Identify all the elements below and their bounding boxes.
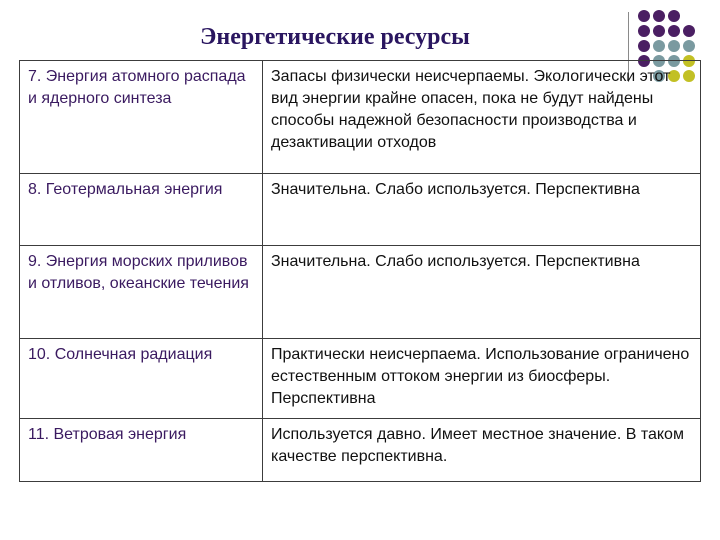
decorative-dot (638, 40, 650, 52)
resource-description-cell: Практически неисчерпаема. Использование ограничено естественным оттоком энергии из биосферы. Перспективна (263, 339, 701, 419)
resource-name-cell: 7. Энергия атомного распада и ядерного синтеза (20, 61, 263, 174)
decorative-dot (683, 40, 695, 52)
resource-name-cell: 10. Солнечная радиация (20, 339, 263, 419)
energy-resources-table (19, 60, 701, 482)
resource-description-cell: Используется давно. Имеет местное значение. В таком качестве перспективна. (263, 419, 701, 482)
table-row (20, 419, 701, 482)
resource-name-cell: 9. Энергия морских приливов и отливов, океанские течения (20, 246, 263, 339)
decorative-dot (668, 40, 680, 52)
decorative-dot (668, 25, 680, 37)
decorative-dot (683, 25, 695, 37)
decorative-dot (653, 40, 665, 52)
resource-name-cell: 11. Ветровая энергия (20, 419, 263, 482)
table-row (20, 174, 701, 246)
page-title: Энергетические ресурсы (200, 24, 470, 50)
decorative-dot (668, 10, 680, 22)
resource-name-cell: 8. Геотермальная энергия (20, 174, 263, 246)
resource-description-cell: Запасы физически неисчерпаемы. Экологически этот вид энергии крайне опасен, пока не будут найдены способы надежной безопасности производства и дезактивации отходов (263, 61, 701, 174)
table-row (20, 246, 701, 339)
table-row (20, 61, 701, 174)
decorative-dot (638, 10, 650, 22)
decorative-dot (653, 10, 665, 22)
decorative-dot (638, 25, 650, 37)
table-row (20, 339, 701, 419)
resource-description-cell: Значительна. Слабо используется. Перспективна (263, 174, 701, 246)
decorative-dot (653, 25, 665, 37)
resource-description-cell: Значительна. Слабо используется. Перспективна (263, 246, 701, 339)
